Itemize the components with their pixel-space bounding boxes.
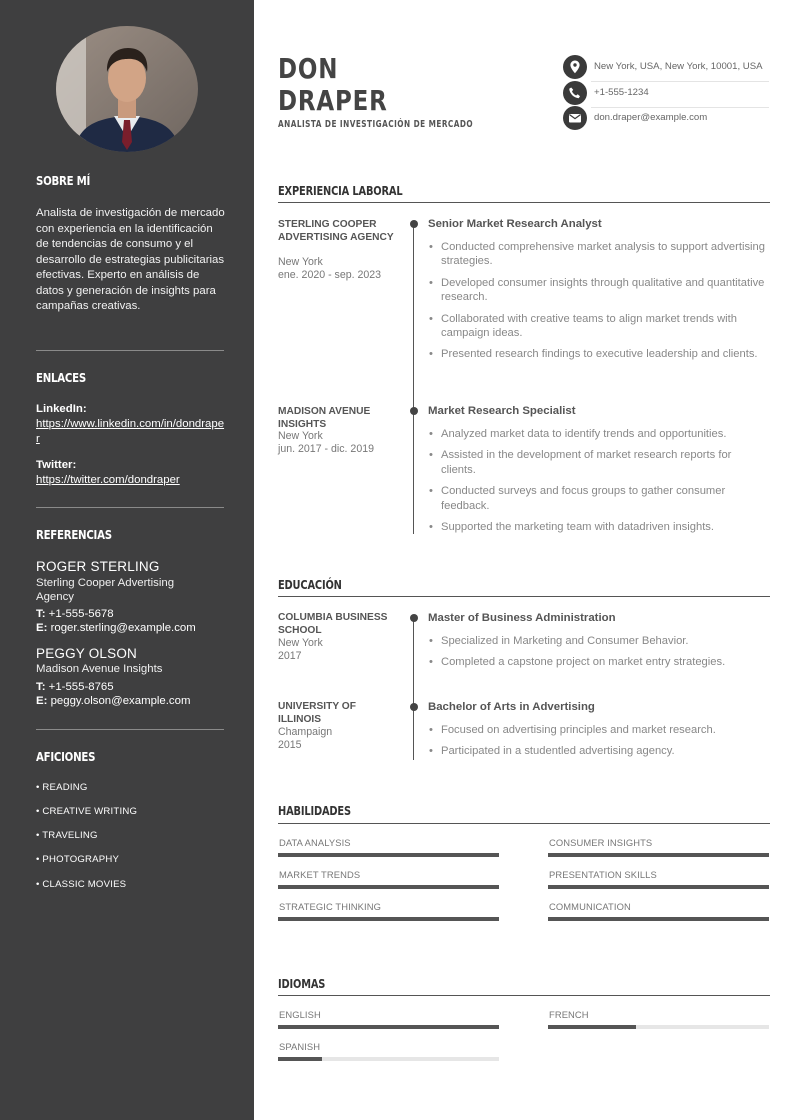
language-bar <box>548 1025 769 1029</box>
hobby-item: • READING <box>36 782 88 793</box>
bullet-item: • Developed consumer insights through qualitative and quantitative research. <box>428 276 768 305</box>
links-title: ENLACES <box>36 371 86 385</box>
skill-bar-fill <box>548 885 769 889</box>
job-title: ANALISTA DE INVESTIGACIÓN DE MERCADO <box>278 119 474 130</box>
skill-name: PRESENTATION SKILLS <box>549 869 657 880</box>
employer-location: New York <box>278 256 323 268</box>
timeline-dot <box>410 407 418 415</box>
education-title: EDUCACIÓN <box>278 578 342 592</box>
hobby-item: • CREATIVE WRITING <box>36 806 138 817</box>
bullet-item: • Conducted comprehensive market analysis to support advertising strategies. <box>428 240 768 269</box>
bullet-item: • Supported the marketing team with datadriven insights. <box>428 520 768 534</box>
hobby-item: • PHOTOGRAPHY <box>36 854 120 865</box>
school-name: COLUMBIA BUSINESS SCHOOL <box>278 612 388 636</box>
twitter-link[interactable]: https://twitter.com/dondraper <box>36 474 180 486</box>
contact-location <box>563 54 769 80</box>
skill-bar-fill <box>278 853 499 857</box>
divider <box>36 507 224 508</box>
bullet-item: • Specialized in Marketing and Consumer Behavior. <box>428 634 768 648</box>
contact-email-text: don.draper@example.com <box>594 112 708 123</box>
timeline-dot <box>410 220 418 228</box>
job-bullets <box>428 427 768 541</box>
employment-dates: ene. 2020 - sep. 2023 <box>278 269 382 281</box>
about-title: SOBRE MÍ <box>36 174 91 188</box>
bullet-item: • Presented research findings to executive leadership and clients. <box>428 347 768 361</box>
language-bar-fill <box>278 1057 322 1061</box>
skill-bar <box>548 917 769 921</box>
skills-title: HABILIDADES <box>278 804 351 818</box>
linkedin-label: LinkedIn: <box>36 403 87 415</box>
about-text: Analista de investigación de mercado con experiencia en la identificación de tendencias de consumo y el desarrollo de estrategias publicitarias efectivas. Experto en análisis de datos y generación de insights para campañas creativas. <box>36 207 225 312</box>
education-bullets <box>428 723 768 766</box>
linkedin-link[interactable]: https://www.linkedin.com/in/dondraper <box>36 418 225 445</box>
language-bar-fill <box>548 1025 636 1029</box>
sidebar <box>0 0 254 1120</box>
phone-icon <box>563 81 587 105</box>
language-name: ENGLISH <box>279 1009 321 1020</box>
contact-email <box>563 105 769 131</box>
skill-name: STRATEGIC THINKING <box>279 901 381 912</box>
contact-location-text: New York, USA, New York, 10001, USA <box>594 61 763 72</box>
section-divider <box>278 596 770 597</box>
section-divider <box>278 995 770 996</box>
job-bullets <box>428 240 768 369</box>
skill-bar-fill <box>548 917 769 921</box>
hobbies-title: AFICIONES <box>36 750 96 764</box>
degree: Bachelor of Arts in Advertising <box>428 701 595 713</box>
employer-name: STERLING COOPER ADVERTISING AGENCY <box>278 219 394 243</box>
skill-bar <box>548 853 769 857</box>
timeline-dot <box>410 703 418 711</box>
bullet-item: • Assisted in the development of market research reports for clients. <box>428 448 768 477</box>
language-bar <box>278 1057 499 1061</box>
email-icon <box>563 106 587 130</box>
graduation-year: 2017 <box>278 650 302 662</box>
divider <box>36 729 224 730</box>
hobby-item: • CLASSIC MOVIES <box>36 879 127 890</box>
language-bar-fill <box>278 1025 499 1029</box>
school-location: Champaign <box>278 726 333 738</box>
skill-bar <box>278 853 499 857</box>
location-pin-icon <box>563 55 587 79</box>
employer-location: New York <box>278 430 323 442</box>
job-role: Market Research Specialist <box>428 405 576 417</box>
last-name: DRAPER <box>278 84 388 117</box>
references-title: REFERENCIAS <box>36 528 112 542</box>
profile-photo <box>56 26 198 152</box>
school-name: UNIVERSITY OF ILLINOIS <box>278 701 356 725</box>
reference-phone: T: +1-555-8765 <box>36 681 114 693</box>
skill-bar-fill <box>548 853 769 857</box>
skill-bar <box>548 885 769 889</box>
section-divider <box>278 823 770 824</box>
timeline-dot <box>410 614 418 622</box>
contact-phone <box>563 80 769 106</box>
language-name: FRENCH <box>549 1009 589 1020</box>
skill-name: CONSUMER INSIGHTS <box>549 837 653 848</box>
hobby-item: • TRAVELING <box>36 830 98 841</box>
first-name: DON <box>278 52 339 85</box>
bullet-item: • Focused on advertising principles and market research. <box>428 723 768 737</box>
contact-phone-text: +1-555-1234 <box>594 87 649 98</box>
reference-name: PEGGY OLSON <box>36 646 137 661</box>
bullet-item: • Analyzed market data to identify trends and opportunities. <box>428 427 768 441</box>
reference-email: E: roger.sterling@example.com <box>36 622 196 634</box>
employer-name: MADISON AVENUE INSIGHTS <box>278 406 371 430</box>
bullet-item: • Completed a capstone project on market entry strategies. <box>428 655 768 669</box>
bullet-item: • Collaborated with creative teams to align market trends with campaign ideas. <box>428 312 768 341</box>
section-divider <box>278 202 770 203</box>
education-bullets <box>428 634 768 677</box>
reference-email: E: peggy.olson@example.com <box>36 695 191 707</box>
skill-bar-fill <box>278 917 499 921</box>
reference-phone: T: +1-555-5678 <box>36 608 114 620</box>
skill-name: COMMUNICATION <box>549 901 631 912</box>
school-location: New York <box>278 637 323 649</box>
experience-title: EXPERIENCIA LABORAL <box>278 184 403 198</box>
skill-name: DATA ANALYSIS <box>279 837 351 848</box>
languages-title: IDIOMAS <box>278 977 326 991</box>
divider <box>36 350 224 351</box>
employment-dates: jun. 2017 - dic. 2019 <box>278 443 375 455</box>
graduation-year: 2015 <box>278 739 302 751</box>
degree: Master of Business Administration <box>428 612 616 624</box>
job-role: Senior Market Research Analyst <box>428 218 602 230</box>
reference-company: Madison Avenue Insights <box>36 663 163 675</box>
bullet-item: • Conducted surveys and focus groups to gather consumer feedback. <box>428 484 768 513</box>
reference-company: Sterling Cooper Advertising Agency <box>36 577 175 603</box>
language-bar <box>278 1025 499 1029</box>
bullet-item: • Participated in a studentled advertising agency. <box>428 744 768 758</box>
timeline-line <box>413 618 414 760</box>
skill-bar-fill <box>278 885 499 889</box>
skill-bar <box>278 917 499 921</box>
language-name: SPANISH <box>279 1041 321 1052</box>
timeline-line <box>413 224 414 534</box>
twitter-label: Twitter: <box>36 459 77 471</box>
reference-name: ROGER STERLING <box>36 559 160 574</box>
skill-name: MARKET TRENDS <box>279 869 361 880</box>
skill-bar <box>278 885 499 889</box>
